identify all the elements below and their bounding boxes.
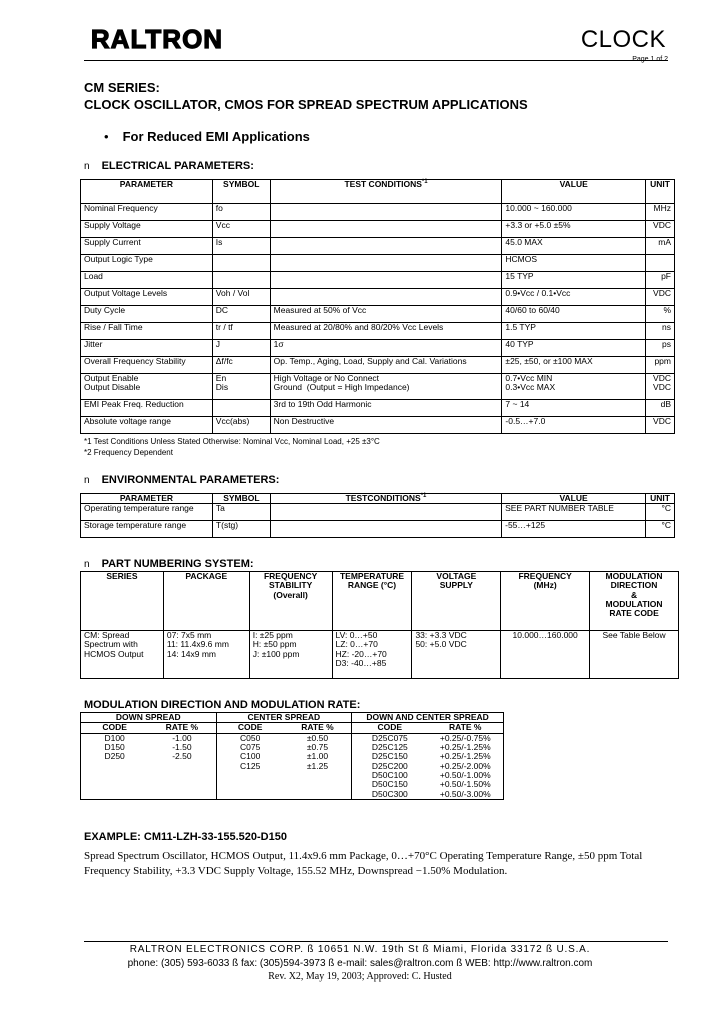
doc-category-title: CLOCK [580, 26, 666, 53]
table-cell: CM: Spread Spectrum with HCMOS Output [81, 631, 164, 679]
table-cell [148, 771, 216, 780]
example-description: Spread Spectrum Oscillator, HCMOS Output, 11.4x9.6 mm Package, 0…+70°C Operating Temperature Range, ±50 ppm Total Frequency Stability, +3.3 VDC Supply Voltage, 155.52 MHz, Downspread −1.50% Modulation. [84, 850, 643, 877]
table-cell: VDC VDC [645, 374, 674, 400]
table-cell [270, 238, 502, 255]
bullet-icon: • [104, 129, 109, 144]
col-header: UNIT [645, 180, 674, 204]
table-cell: HCMOS [502, 255, 646, 272]
table-cell: C125 [216, 762, 284, 771]
table-row [81, 255, 675, 272]
table-cell: D50C100 [352, 771, 428, 780]
table-cell [284, 780, 352, 789]
col-header: VALUE [502, 180, 646, 204]
table-cell: Supply Voltage [81, 221, 213, 238]
table-cell [270, 204, 502, 221]
table-cell [645, 255, 674, 272]
table-row [81, 204, 675, 221]
table-row [81, 289, 675, 306]
table-cell: Vcc(abs) [212, 417, 270, 434]
table-cell: ps [645, 340, 674, 357]
col-header: TEMPERATURE RANGE (°C) [332, 572, 412, 631]
table-cell: MHz [645, 204, 674, 221]
table-cell: +0.25/-1.25% [439, 742, 491, 753]
table-cell [270, 255, 502, 272]
electrical-heading: n ELECTRICAL PARAMETERS: [84, 160, 254, 172]
footer-divider [84, 941, 668, 942]
col-header: SYMBOL [212, 180, 270, 204]
raltron-logo [84, 26, 230, 54]
table-cell: D250 [104, 751, 125, 762]
footer-contact: phone: (305) 593-6033 ß fax: (305)594-3973 ß e-mail: sales@raltron.com ß WEB: http://www.raltron.com [127, 958, 593, 969]
table-cell: 45.0 MAX [502, 238, 646, 255]
table-row [81, 417, 675, 434]
table-cell: 7 ~ 14 [502, 400, 646, 417]
table-row [81, 790, 504, 800]
col-header: PARAMETER [81, 180, 213, 204]
table-cell [270, 289, 502, 306]
table-cell [148, 780, 216, 789]
table-cell: Supply Current [81, 238, 213, 255]
table-cell: fo [212, 204, 270, 221]
table-row [81, 400, 675, 417]
table-cell [148, 790, 216, 800]
table-cell: +0.25/-0.75% [439, 732, 491, 743]
table-cell: 1.5 TYP [502, 323, 646, 340]
table-row: Operating temperature range Ta SEE PART NUMBER TABLE °C [81, 504, 675, 521]
table-cell: LV: 0…+50 LZ: 0…+70 HZ: -20…+70 D3: -40…+85 [332, 631, 412, 679]
col-header: SYMBOL [212, 494, 270, 504]
section-marker-icon: n [84, 475, 90, 486]
table-cell: Non Destructive [270, 417, 502, 434]
environmental-table [80, 493, 675, 538]
table-cell: -0.5…+7.0 [502, 417, 646, 434]
table-cell [216, 771, 284, 780]
footer-revision: Rev. X2, May 19, 2003; Approved: C. Husted [268, 971, 452, 982]
table-cell: ppm [645, 357, 674, 374]
table-cell: Overall Frequency Stability [81, 357, 213, 374]
table-cell [216, 790, 284, 800]
table-cell: Vcc [212, 221, 270, 238]
table-cell: Measured at 50% of Vcc [270, 306, 502, 323]
table-cell [81, 771, 149, 780]
table-cell: -2.50 [172, 751, 192, 762]
table-row [81, 238, 675, 255]
table-cell: Δf/fc [212, 357, 270, 374]
modulation-heading: MODULATION DIRECTION AND MODULATION RATE: [84, 699, 361, 711]
footnote-2: *2 Frequency Dependent [84, 448, 173, 457]
table-cell: % [645, 306, 674, 323]
part-numbering-table [80, 571, 679, 679]
table-cell: 15 TYP [502, 272, 646, 289]
header-divider [84, 60, 668, 61]
col-header: MODULATION DIRECTION & MODULATION RATE CODE [590, 572, 679, 631]
group-down-spread: DOWN SPREAD [81, 713, 217, 723]
col-header: FREQUENCY STABILITY (Overall) [249, 572, 332, 631]
table-row [81, 374, 675, 400]
table-cell: 1σ [270, 340, 502, 357]
table-cell: 07: 7x5 mm 11: 11.4x9.6 mm 14: 14x9 mm [163, 631, 249, 679]
table-cell: mA [645, 238, 674, 255]
section-marker-icon: n [84, 161, 90, 172]
example-title: EXAMPLE: CM11-LZH-33-155.520-D150 [84, 831, 287, 843]
table-cell: pF [645, 272, 674, 289]
table-cell [284, 790, 352, 800]
table-cell [81, 780, 149, 789]
table-cell: ±25, ±50, or ±100 MAX [502, 357, 646, 374]
table-cell: Jitter [81, 340, 213, 357]
footnote-mark: *1 [421, 179, 428, 186]
col-header: FREQUENCY (MHz) [501, 572, 590, 631]
table-row [81, 306, 675, 323]
table-cell [81, 762, 149, 771]
table-cell: +0.50/-1.00% [439, 770, 491, 781]
table-cell: 0.9•Vcc / 0.1•Vcc [502, 289, 646, 306]
table-cell: +0.25/-1.25% [439, 751, 491, 762]
table-cell: VDC [645, 221, 674, 238]
environmental-heading: n ENVIRONMENTAL PARAMETERS: [84, 474, 280, 486]
table-row: Storage temperature range T(stg) -55…+125 °C [81, 521, 675, 538]
logo-text: RALTRON [90, 26, 224, 54]
table-cell: +0.25/-2.00% [439, 760, 491, 771]
table-cell: Output Enable Output Disable [81, 374, 213, 400]
table-cell: D50C150 [352, 780, 428, 789]
table-cell: +0.50/-3.00% [439, 788, 491, 799]
table-cell: +0.50/-1.50% [439, 779, 491, 790]
footnote-1: *1 Test Conditions Unless Stated Otherwise: Nominal Vcc, Nominal Load, +25 ±3°C [84, 437, 380, 446]
table-cell: 10.000 ~ 160.000 [502, 204, 646, 221]
col-header: VALUE [502, 494, 646, 504]
table-cell: D50C300 [352, 790, 428, 800]
table-row [81, 357, 675, 374]
table-cell [148, 762, 216, 771]
table-cell [284, 771, 352, 780]
table-cell: 0.7•Vcc MIN 0.3•Vcc MAX [502, 374, 646, 400]
table-cell: EMI Peak Freq. Reduction [81, 400, 213, 417]
table-cell [81, 790, 149, 800]
table-cell: Load [81, 272, 213, 289]
table-row [81, 272, 675, 289]
table-cell: 3rd to 19th Odd Harmonic [270, 400, 502, 417]
table-cell [270, 272, 502, 289]
feature-bullet: • For Reduced EMI Applications [104, 129, 310, 144]
product-subtitle: CLOCK OSCILLATOR, CMOS FOR SPREAD SPECTRUM APPLICATIONS [84, 97, 528, 112]
table-cell: 33: +3.3 VDC 50: +5.0 VDC [412, 631, 501, 679]
table-cell: High Voltage or No Connect Ground (Output = High Impedance) [270, 374, 502, 400]
table-cell: ±1.25 [306, 760, 329, 771]
table-cell: I: ±25 ppm H: ±50 ppm J: ±100 ppm [249, 631, 332, 679]
modulation-table: DOWN SPREAD CENTER SPREAD DOWN AND CENTER SPREAD CODE RATE % CODE RATE % CODE RATE % D100 -1.00 C050 ±0.50 D25C075 +0.25/-0.75% D150 -1.50 C075 ±0.75 D25C125 +0.25/-1.25% D250 -2.50 C100 ±1.00 D25C150 +0.25/-1.25% C125 ±1.25 D25C200 +0.25/-2.00% D50C100 +0.50/-1.00% D50C150 +0.50/-1.50% D50C300 +0.50/-3.00% [80, 712, 504, 800]
col-header: SERIES [81, 572, 164, 631]
table-cell [216, 780, 284, 789]
table-cell: -1.00 [172, 732, 192, 743]
table-cell: D150 [104, 742, 125, 753]
col-header: UNIT [645, 494, 674, 504]
table-cell: ±0.50 [306, 732, 329, 743]
section-marker-icon: n [84, 559, 90, 570]
table-cell: D25C125 [352, 743, 428, 752]
table-cell: Nominal Frequency [81, 204, 213, 221]
table-cell: ±1.00 [306, 751, 329, 762]
col-header: PACKAGE [163, 572, 249, 631]
table-cell [212, 400, 270, 417]
group-center-spread: CENTER SPREAD [216, 713, 352, 723]
table-cell: D25C075 [352, 733, 428, 743]
table-cell: Output Logic Type [81, 255, 213, 272]
group-down-center-spread: DOWN AND CENTER SPREAD [352, 713, 504, 723]
table-cell: C100 [216, 752, 284, 761]
table-cell: C075 [216, 743, 284, 752]
table-cell: 40/60 to 60/40 [502, 306, 646, 323]
part-numbering-heading: n PART NUMBERING SYSTEM: [84, 558, 254, 570]
table-cell: 10.000…160.000 [501, 631, 590, 679]
col-header: TEST CONDITIONS$^{*1}$ [270, 180, 502, 204]
table-cell: tr / tf [212, 323, 270, 340]
table-cell [270, 221, 502, 238]
table-cell: DC [212, 306, 270, 323]
table-cell: D100 [104, 732, 125, 743]
table-cell: Is [212, 238, 270, 255]
table-cell [212, 255, 270, 272]
table-cell: J [212, 340, 270, 357]
table-row [81, 221, 675, 238]
table-cell: Absolute voltage range [81, 417, 213, 434]
table-cell [212, 272, 270, 289]
table-cell: +3.3 or +5.0 ±5% [502, 221, 646, 238]
table-row [81, 340, 675, 357]
col-header: PARAMETER [81, 494, 213, 504]
page-number: Page 1 of 2 [632, 56, 668, 63]
table-cell: ns [645, 323, 674, 340]
table-cell: D25C150 [352, 752, 428, 761]
col-header: TESTCONDITIONS$^{*1}$ [270, 494, 501, 504]
table-cell: Rise / Fall Time [81, 323, 213, 340]
table-cell: ±0.75 [306, 742, 329, 753]
table-row [81, 323, 675, 340]
table-cell: D25C200 [352, 762, 428, 771]
table-cell: See Table Below [590, 631, 679, 679]
table-cell: C050 [216, 733, 284, 743]
table-cell: Voh / Vol [212, 289, 270, 306]
footer-address: RALTRON ELECTRONICS CORP. ß 10651 N.W. 19th St ß Miami, Florida 33172 ß U.S.A. [129, 944, 591, 955]
table-cell: En Dis [212, 374, 270, 400]
table-cell: Output Voltage Levels [81, 289, 213, 306]
table-cell: VDC [645, 417, 674, 434]
electrical-table [80, 179, 675, 434]
table-cell: Duty Cycle [81, 306, 213, 323]
table-cell: dB [645, 400, 674, 417]
table-cell: Op. Temp., Aging, Load, Supply and Cal. Variations [270, 357, 502, 374]
series-title: CM SERIES: [84, 80, 160, 95]
table-cell: VDC [645, 289, 674, 306]
col-header: VOLTAGE SUPPLY [412, 572, 501, 631]
table-cell: 40 TYP [502, 340, 646, 357]
table-cell: Measured at 20/80% and 80/20% Vcc Levels [270, 323, 502, 340]
table-cell: -1.50 [172, 742, 192, 753]
